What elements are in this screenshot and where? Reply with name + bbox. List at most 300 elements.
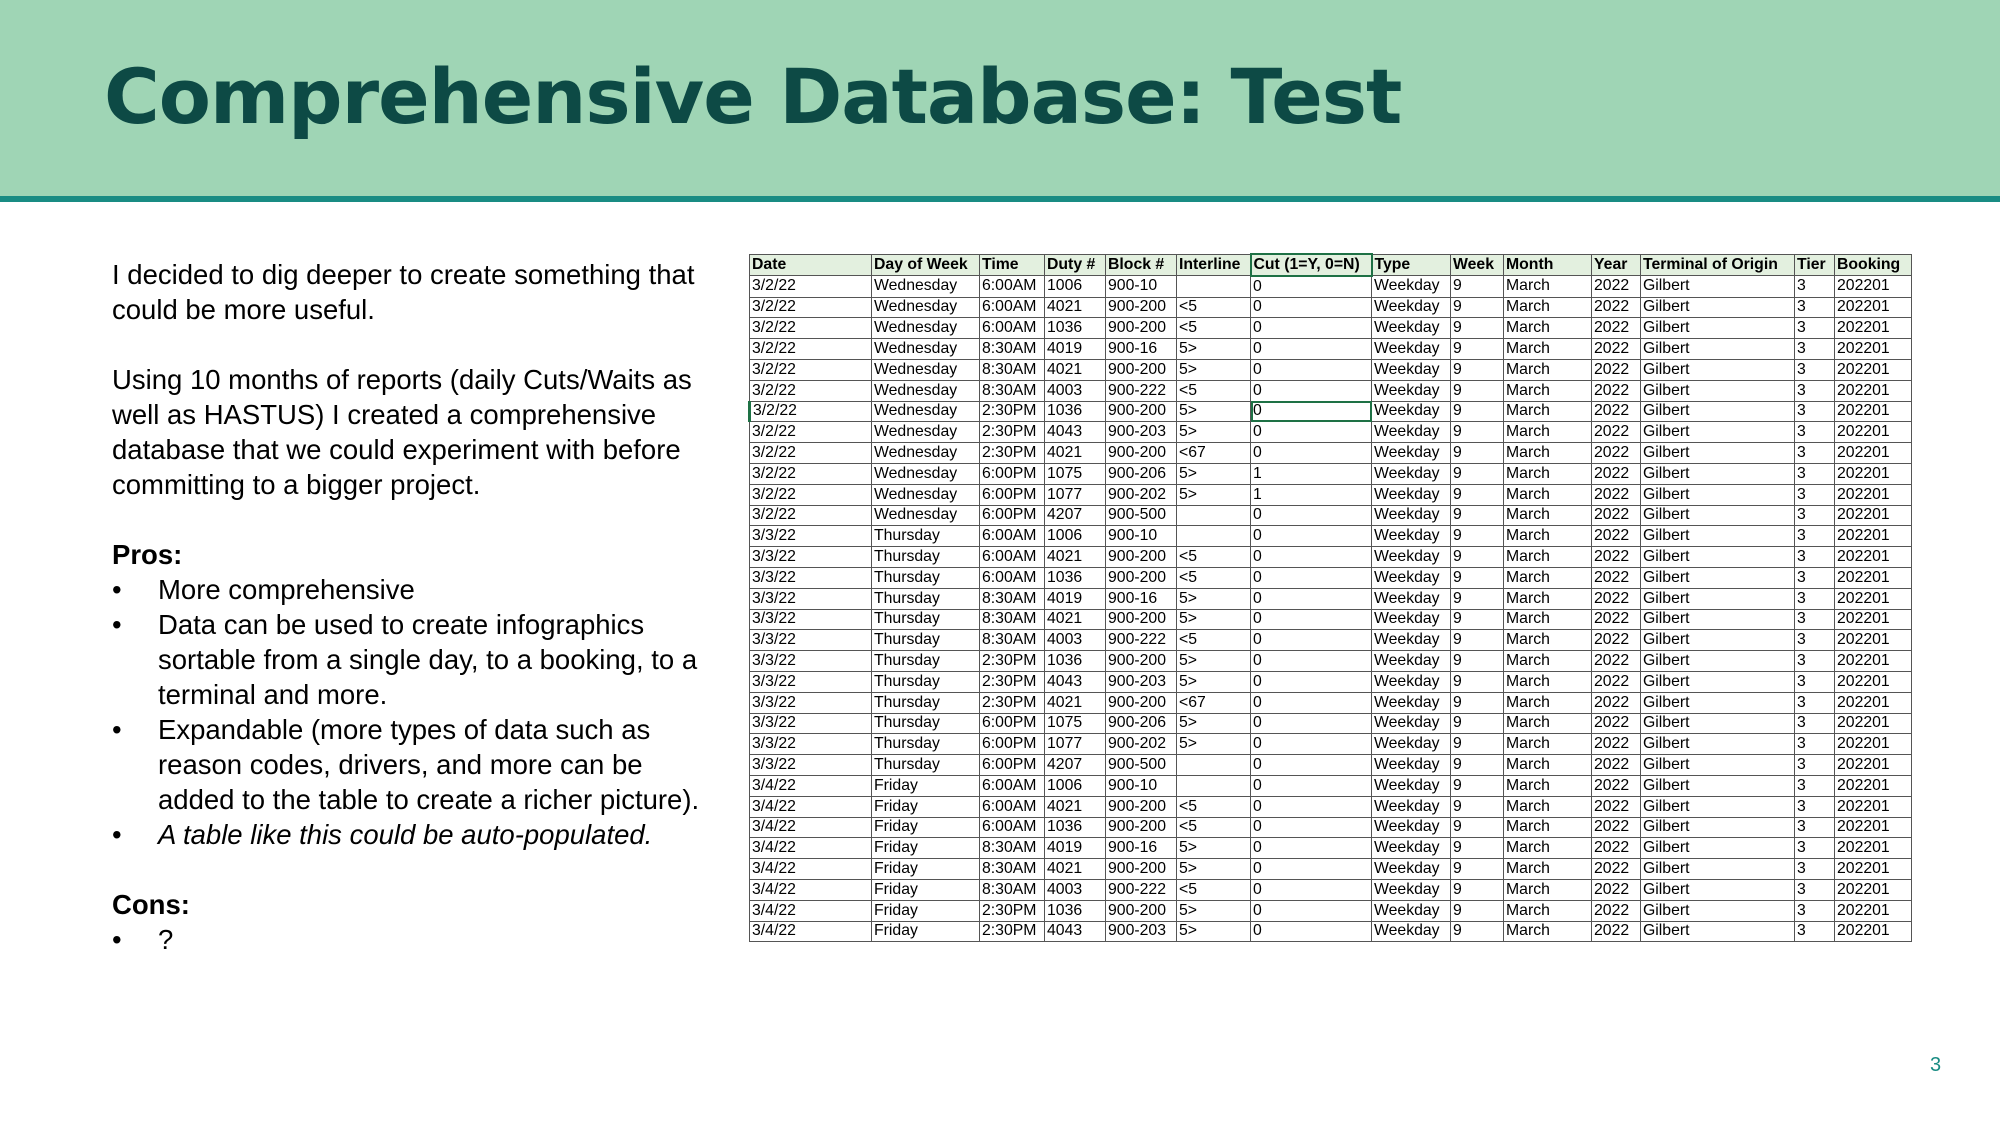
table-cell[interactable]: March <box>1504 713 1592 734</box>
table-cell[interactable]: 3 <box>1795 859 1835 880</box>
table-cell[interactable]: 6:00AM <box>980 318 1045 339</box>
table-cell[interactable]: 900-200 <box>1106 796 1177 817</box>
table-cell[interactable]: 202201 <box>1835 567 1912 588</box>
table-cell[interactable]: Gilbert <box>1641 505 1795 526</box>
table-cell[interactable]: Thursday <box>872 713 980 734</box>
table-cell[interactable]: Gilbert <box>1641 838 1795 859</box>
table-cell[interactable]: 9 <box>1451 796 1504 817</box>
table-cell[interactable]: 3/3/22 <box>750 588 872 609</box>
table-cell[interactable]: Friday <box>872 900 980 921</box>
table-cell[interactable]: Weekday <box>1372 401 1451 422</box>
table-cell[interactable]: 4021 <box>1045 609 1106 630</box>
table-cell[interactable]: 3/2/22 <box>750 484 872 505</box>
table-cell[interactable]: 900-202 <box>1106 484 1177 505</box>
table-cell[interactable]: 0 <box>1251 921 1372 942</box>
table-cell[interactable]: 1036 <box>1045 401 1106 422</box>
table-cell[interactable]: 3/4/22 <box>750 817 872 838</box>
column-header[interactable]: Month <box>1504 254 1592 276</box>
table-cell[interactable]: Weekday <box>1372 775 1451 796</box>
table-cell[interactable]: 8:30AM <box>980 609 1045 630</box>
table-cell[interactable]: 0 <box>1251 297 1372 318</box>
table-cell[interactable]: 900-200 <box>1106 609 1177 630</box>
table-cell[interactable]: 3/3/22 <box>750 755 872 776</box>
table-cell[interactable]: 202201 <box>1835 276 1912 297</box>
table-cell[interactable]: 9 <box>1451 401 1504 422</box>
table-cell[interactable]: 0 <box>1251 609 1372 630</box>
table-cell[interactable]: Wednesday <box>872 443 980 464</box>
table-cell[interactable]: 9 <box>1451 380 1504 401</box>
table-cell[interactable]: 5> <box>1177 651 1251 672</box>
table-cell[interactable]: Weekday <box>1372 276 1451 297</box>
table-cell[interactable]: March <box>1504 318 1592 339</box>
table-cell[interactable]: 0 <box>1251 630 1372 651</box>
table-cell[interactable]: 8:30AM <box>980 588 1045 609</box>
table-cell[interactable]: 0 <box>1251 526 1372 547</box>
table-cell[interactable]: Wednesday <box>872 276 980 297</box>
table-cell[interactable]: 5> <box>1177 588 1251 609</box>
table-cell[interactable]: 2022 <box>1592 900 1641 921</box>
table-cell[interactable]: 0 <box>1251 422 1372 443</box>
table-cell[interactable]: 900-500 <box>1106 505 1177 526</box>
table-cell[interactable]: 2022 <box>1592 463 1641 484</box>
table-cell[interactable]: Wednesday <box>872 401 980 422</box>
table-cell[interactable]: Wednesday <box>872 484 980 505</box>
table-cell[interactable]: 2022 <box>1592 276 1641 297</box>
table-cell[interactable]: Friday <box>872 775 980 796</box>
table-cell[interactable]: 202201 <box>1835 651 1912 672</box>
table-cell[interactable]: Gilbert <box>1641 422 1795 443</box>
table-cell[interactable]: March <box>1504 401 1592 422</box>
column-header[interactable]: Interline <box>1177 254 1251 276</box>
table-cell[interactable]: 3/2/22 <box>750 505 872 526</box>
table-cell[interactable]: 900-200 <box>1106 318 1177 339</box>
table-cell[interactable]: 9 <box>1451 755 1504 776</box>
table-cell[interactable]: 3/2/22 <box>750 359 872 380</box>
table-cell[interactable]: 202201 <box>1835 505 1912 526</box>
table-cell[interactable] <box>1177 526 1251 547</box>
table-cell[interactable]: March <box>1504 775 1592 796</box>
table-cell[interactable]: 4021 <box>1045 443 1106 464</box>
table-cell[interactable]: 2022 <box>1592 526 1641 547</box>
table-cell[interactable]: March <box>1504 505 1592 526</box>
table-cell[interactable]: 900-10 <box>1106 276 1177 297</box>
table-cell[interactable]: 9 <box>1451 692 1504 713</box>
table-cell[interactable]: 3/3/22 <box>750 567 872 588</box>
table-cell[interactable]: 4207 <box>1045 505 1106 526</box>
table-cell[interactable]: 202201 <box>1835 526 1912 547</box>
table-cell[interactable]: 0 <box>1251 505 1372 526</box>
table-cell[interactable]: Gilbert <box>1641 651 1795 672</box>
table-cell[interactable]: 3 <box>1795 276 1835 297</box>
table-cell[interactable]: 9 <box>1451 567 1504 588</box>
table-cell[interactable]: 6:00PM <box>980 734 1045 755</box>
table-cell[interactable]: March <box>1504 463 1592 484</box>
table-cell[interactable]: March <box>1504 671 1592 692</box>
table-cell[interactable]: 900-222 <box>1106 380 1177 401</box>
table-cell[interactable]: 3/4/22 <box>750 879 872 900</box>
table-cell[interactable]: 202201 <box>1835 859 1912 880</box>
table-cell[interactable]: 3/2/22 <box>750 339 872 360</box>
table-cell[interactable]: 6:00AM <box>980 547 1045 568</box>
table-cell[interactable]: 3 <box>1795 671 1835 692</box>
table-cell[interactable]: 4043 <box>1045 921 1106 942</box>
table-cell[interactable]: 5> <box>1177 339 1251 360</box>
table-cell[interactable]: 1075 <box>1045 713 1106 734</box>
table-cell[interactable]: Gilbert <box>1641 775 1795 796</box>
column-header[interactable]: Year <box>1592 254 1641 276</box>
table-cell[interactable]: March <box>1504 796 1592 817</box>
table-cell[interactable]: Thursday <box>872 547 980 568</box>
table-cell[interactable]: March <box>1504 879 1592 900</box>
table-cell[interactable]: 3/3/22 <box>750 651 872 672</box>
table-cell[interactable]: 3/3/22 <box>750 692 872 713</box>
table-cell[interactable]: 1 <box>1251 463 1372 484</box>
table-cell[interactable]: 202201 <box>1835 900 1912 921</box>
table-cell[interactable]: Gilbert <box>1641 796 1795 817</box>
table-cell[interactable]: 3/2/22 <box>750 463 872 484</box>
table-cell[interactable]: 5> <box>1177 359 1251 380</box>
table-cell[interactable]: Friday <box>872 859 980 880</box>
table-cell[interactable]: 4021 <box>1045 297 1106 318</box>
table-cell[interactable]: Thursday <box>872 734 980 755</box>
table-cell[interactable] <box>1177 505 1251 526</box>
table-cell[interactable]: 9 <box>1451 463 1504 484</box>
table-cell[interactable]: <5 <box>1177 630 1251 651</box>
table-cell[interactable]: 0 <box>1251 380 1372 401</box>
table-cell[interactable]: Weekday <box>1372 609 1451 630</box>
table-cell[interactable]: Weekday <box>1372 879 1451 900</box>
table-cell[interactable]: Friday <box>872 796 980 817</box>
table-cell[interactable]: 3 <box>1795 297 1835 318</box>
table-cell[interactable]: 202201 <box>1835 401 1912 422</box>
table-cell[interactable]: 900-200 <box>1106 859 1177 880</box>
table-cell[interactable]: Friday <box>872 879 980 900</box>
table-cell[interactable]: 1077 <box>1045 734 1106 755</box>
table-cell[interactable]: 202201 <box>1835 879 1912 900</box>
table-cell[interactable]: 9 <box>1451 276 1504 297</box>
table-cell[interactable]: 3/3/22 <box>750 609 872 630</box>
table-cell[interactable]: 0 <box>1251 817 1372 838</box>
table-cell[interactable]: March <box>1504 443 1592 464</box>
table-cell[interactable]: 8:30AM <box>980 380 1045 401</box>
table-cell[interactable]: Weekday <box>1372 671 1451 692</box>
table-cell[interactable]: 4043 <box>1045 671 1106 692</box>
table-cell[interactable]: Weekday <box>1372 547 1451 568</box>
table-cell[interactable]: 2:30PM <box>980 900 1045 921</box>
table-cell[interactable]: 900-200 <box>1106 900 1177 921</box>
column-header[interactable]: Block # <box>1106 254 1177 276</box>
table-cell[interactable]: Wednesday <box>872 422 980 443</box>
table-cell[interactable]: 2:30PM <box>980 443 1045 464</box>
table-cell[interactable]: 9 <box>1451 775 1504 796</box>
table-cell[interactable]: Gilbert <box>1641 713 1795 734</box>
table-cell[interactable]: 3/4/22 <box>750 859 872 880</box>
table-cell[interactable]: 2022 <box>1592 838 1641 859</box>
table-cell[interactable]: Weekday <box>1372 567 1451 588</box>
table-cell[interactable]: 3 <box>1795 567 1835 588</box>
table-cell[interactable]: 202201 <box>1835 692 1912 713</box>
table-cell[interactable]: 3 <box>1795 755 1835 776</box>
table-cell[interactable]: Gilbert <box>1641 879 1795 900</box>
table-cell[interactable]: 3 <box>1795 775 1835 796</box>
table-cell[interactable]: 0 <box>1251 318 1372 339</box>
table-cell[interactable]: 4019 <box>1045 339 1106 360</box>
table-cell[interactable]: Thursday <box>872 630 980 651</box>
table-cell[interactable]: 6:00AM <box>980 817 1045 838</box>
table-cell[interactable]: 2022 <box>1592 651 1641 672</box>
table-cell[interactable]: Thursday <box>872 692 980 713</box>
table-cell[interactable]: Thursday <box>872 671 980 692</box>
table-cell[interactable]: 2022 <box>1592 567 1641 588</box>
table-cell[interactable]: 2:30PM <box>980 651 1045 672</box>
table-cell[interactable]: 3 <box>1795 796 1835 817</box>
table-cell[interactable]: 5> <box>1177 838 1251 859</box>
table-cell[interactable]: Wednesday <box>872 380 980 401</box>
table-cell[interactable]: March <box>1504 484 1592 505</box>
table-cell[interactable]: Weekday <box>1372 297 1451 318</box>
table-cell[interactable]: 5> <box>1177 734 1251 755</box>
table-cell[interactable]: 2022 <box>1592 755 1641 776</box>
table-cell[interactable]: Gilbert <box>1641 567 1795 588</box>
table-cell[interactable]: 3/4/22 <box>750 921 872 942</box>
table-cell[interactable]: 1036 <box>1045 900 1106 921</box>
table-cell[interactable]: March <box>1504 734 1592 755</box>
table-cell[interactable]: 202201 <box>1835 713 1912 734</box>
table-cell[interactable]: 2:30PM <box>980 422 1045 443</box>
table-cell[interactable]: 3 <box>1795 505 1835 526</box>
table-cell[interactable]: 0 <box>1251 838 1372 859</box>
table-cell[interactable]: 3 <box>1795 817 1835 838</box>
table-cell[interactable]: 6:00AM <box>980 567 1045 588</box>
table-cell[interactable]: 0 <box>1251 588 1372 609</box>
table-cell[interactable]: 3 <box>1795 692 1835 713</box>
table-cell[interactable]: March <box>1504 526 1592 547</box>
table-cell[interactable]: March <box>1504 651 1592 672</box>
table-cell[interactable]: <5 <box>1177 567 1251 588</box>
table-cell[interactable]: 0 <box>1251 401 1372 422</box>
table-cell[interactable]: Weekday <box>1372 588 1451 609</box>
table-cell[interactable]: 900-200 <box>1106 817 1177 838</box>
table-cell[interactable]: 8:30AM <box>980 359 1045 380</box>
table-cell[interactable]: 3 <box>1795 651 1835 672</box>
table-cell[interactable]: 2022 <box>1592 588 1641 609</box>
table-cell[interactable]: Weekday <box>1372 630 1451 651</box>
table-cell[interactable]: 6:00AM <box>980 276 1045 297</box>
table-cell[interactable]: 4021 <box>1045 547 1106 568</box>
table-cell[interactable]: 4019 <box>1045 588 1106 609</box>
table-cell[interactable]: March <box>1504 609 1592 630</box>
table-cell[interactable]: 9 <box>1451 505 1504 526</box>
table-cell[interactable]: 1036 <box>1045 651 1106 672</box>
table-cell[interactable]: Weekday <box>1372 651 1451 672</box>
table-cell[interactable]: 1006 <box>1045 276 1106 297</box>
table-cell[interactable]: 3/4/22 <box>750 796 872 817</box>
table-cell[interactable]: 2022 <box>1592 380 1641 401</box>
table-cell[interactable]: <67 <box>1177 443 1251 464</box>
table-cell[interactable]: 3/3/22 <box>750 547 872 568</box>
table-cell[interactable]: 0 <box>1251 796 1372 817</box>
table-cell[interactable]: Friday <box>872 921 980 942</box>
table-cell[interactable]: Gilbert <box>1641 755 1795 776</box>
table-cell[interactable]: 5> <box>1177 422 1251 443</box>
table-cell[interactable]: 900-200 <box>1106 443 1177 464</box>
table-cell[interactable]: March <box>1504 359 1592 380</box>
table-cell[interactable]: Wednesday <box>872 318 980 339</box>
table-cell[interactable]: 9 <box>1451 547 1504 568</box>
table-cell[interactable]: 1036 <box>1045 318 1106 339</box>
table-cell[interactable]: 3/2/22 <box>750 401 872 422</box>
table-cell[interactable]: 4003 <box>1045 380 1106 401</box>
table-cell[interactable]: 3 <box>1795 526 1835 547</box>
table-cell[interactable]: Gilbert <box>1641 609 1795 630</box>
table-cell[interactable]: 900-500 <box>1106 755 1177 776</box>
table-cell[interactable]: 3 <box>1795 339 1835 360</box>
table-cell[interactable]: 9 <box>1451 630 1504 651</box>
table-cell[interactable]: Gilbert <box>1641 630 1795 651</box>
table-cell[interactable]: 1036 <box>1045 567 1106 588</box>
table-cell[interactable]: 3/3/22 <box>750 526 872 547</box>
table-cell[interactable]: 2022 <box>1592 879 1641 900</box>
table-cell[interactable]: 9 <box>1451 297 1504 318</box>
table-cell[interactable]: Gilbert <box>1641 318 1795 339</box>
table-cell[interactable]: 202201 <box>1835 297 1912 318</box>
table-cell[interactable]: 0 <box>1251 443 1372 464</box>
table-cell[interactable]: Gilbert <box>1641 692 1795 713</box>
table-cell[interactable]: 5> <box>1177 713 1251 734</box>
table-cell[interactable]: 3 <box>1795 713 1835 734</box>
table-cell[interactable]: Gilbert <box>1641 359 1795 380</box>
table-cell[interactable]: 6:00PM <box>980 713 1045 734</box>
table-cell[interactable]: Gilbert <box>1641 859 1795 880</box>
table-cell[interactable]: Weekday <box>1372 817 1451 838</box>
table-cell[interactable]: 2022 <box>1592 671 1641 692</box>
table-cell[interactable]: 9 <box>1451 526 1504 547</box>
table-cell[interactable]: 9 <box>1451 339 1504 360</box>
table-cell[interactable]: 9 <box>1451 817 1504 838</box>
table-cell[interactable]: 9 <box>1451 422 1504 443</box>
table-cell[interactable]: Wednesday <box>872 339 980 360</box>
table-cell[interactable]: 202201 <box>1835 775 1912 796</box>
column-header[interactable]: Type <box>1372 254 1451 276</box>
table-cell[interactable]: Wednesday <box>872 505 980 526</box>
table-cell[interactable] <box>1177 775 1251 796</box>
table-cell[interactable]: 3/3/22 <box>750 671 872 692</box>
column-header[interactable]: Booking <box>1835 254 1912 276</box>
table-cell[interactable]: 1036 <box>1045 817 1106 838</box>
table-cell[interactable]: 6:00AM <box>980 297 1045 318</box>
table-cell[interactable]: 202201 <box>1835 630 1912 651</box>
table-cell[interactable]: 9 <box>1451 879 1504 900</box>
table-cell[interactable]: Weekday <box>1372 900 1451 921</box>
table-cell[interactable]: March <box>1504 755 1592 776</box>
table-cell[interactable]: 4207 <box>1045 755 1106 776</box>
table-cell[interactable]: March <box>1504 692 1592 713</box>
table-cell[interactable]: 6:00PM <box>980 505 1045 526</box>
table-cell[interactable]: 3 <box>1795 359 1835 380</box>
table-cell[interactable]: 3 <box>1795 380 1835 401</box>
table-cell[interactable]: Weekday <box>1372 713 1451 734</box>
table-cell[interactable]: 900-200 <box>1106 567 1177 588</box>
table-cell[interactable]: 3/2/22 <box>750 318 872 339</box>
table-cell[interactable]: 3 <box>1795 609 1835 630</box>
table-cell[interactable]: 1075 <box>1045 463 1106 484</box>
table-cell[interactable]: Weekday <box>1372 859 1451 880</box>
table-cell[interactable]: 900-206 <box>1106 713 1177 734</box>
table-cell[interactable]: March <box>1504 339 1592 360</box>
table-cell[interactable]: 202201 <box>1835 817 1912 838</box>
table-cell[interactable]: 3 <box>1795 422 1835 443</box>
table-cell[interactable]: 3 <box>1795 879 1835 900</box>
table-cell[interactable]: 3/2/22 <box>750 276 872 297</box>
table-cell[interactable]: 900-16 <box>1106 838 1177 859</box>
table-cell[interactable]: Weekday <box>1372 380 1451 401</box>
table-cell[interactable]: 2022 <box>1592 401 1641 422</box>
table-cell[interactable]: March <box>1504 547 1592 568</box>
table-cell[interactable]: 900-200 <box>1106 651 1177 672</box>
table-cell[interactable]: 3 <box>1795 484 1835 505</box>
table-cell[interactable]: 2022 <box>1592 692 1641 713</box>
table-cell[interactable]: 8:30AM <box>980 859 1045 880</box>
table-cell[interactable]: 8:30AM <box>980 339 1045 360</box>
table-cell[interactable]: Weekday <box>1372 318 1451 339</box>
table-cell[interactable] <box>1177 755 1251 776</box>
table-cell[interactable]: 9 <box>1451 484 1504 505</box>
table-cell[interactable]: 2022 <box>1592 713 1641 734</box>
table-cell[interactable]: 3 <box>1795 921 1835 942</box>
table-cell[interactable]: Weekday <box>1372 505 1451 526</box>
table-cell[interactable]: 4021 <box>1045 359 1106 380</box>
table-cell[interactable]: 4003 <box>1045 630 1106 651</box>
table-cell[interactable]: 202201 <box>1835 796 1912 817</box>
table-cell[interactable]: 2:30PM <box>980 401 1045 422</box>
table-cell[interactable]: 1 <box>1251 484 1372 505</box>
table-cell[interactable]: 1006 <box>1045 526 1106 547</box>
table-cell[interactable]: 202201 <box>1835 755 1912 776</box>
table-cell[interactable]: <5 <box>1177 297 1251 318</box>
table-cell[interactable]: Weekday <box>1372 734 1451 755</box>
table-cell[interactable]: 900-16 <box>1106 588 1177 609</box>
table-cell[interactable]: Gilbert <box>1641 276 1795 297</box>
table-cell[interactable]: 9 <box>1451 900 1504 921</box>
column-header[interactable]: Tier <box>1795 254 1835 276</box>
table-cell[interactable]: 0 <box>1251 734 1372 755</box>
table-cell[interactable]: 0 <box>1251 567 1372 588</box>
table-cell[interactable]: 2022 <box>1592 297 1641 318</box>
table-cell[interactable]: 900-200 <box>1106 692 1177 713</box>
table-cell[interactable]: 0 <box>1251 900 1372 921</box>
table-cell[interactable]: Thursday <box>872 526 980 547</box>
table-cell[interactable]: 9 <box>1451 359 1504 380</box>
table-cell[interactable]: 0 <box>1251 276 1372 297</box>
table-cell[interactable]: 6:00PM <box>980 463 1045 484</box>
table-cell[interactable]: 5> <box>1177 900 1251 921</box>
table-cell[interactable]: 3 <box>1795 588 1835 609</box>
table-cell[interactable]: <5 <box>1177 817 1251 838</box>
table-cell[interactable]: 202201 <box>1835 609 1912 630</box>
table-cell[interactable]: Gilbert <box>1641 588 1795 609</box>
table-cell[interactable]: 3 <box>1795 838 1835 859</box>
table-cell[interactable]: 9 <box>1451 443 1504 464</box>
table-cell[interactable]: 4021 <box>1045 859 1106 880</box>
table-cell[interactable]: 900-222 <box>1106 879 1177 900</box>
table-cell[interactable]: 6:00AM <box>980 775 1045 796</box>
table-cell[interactable]: 0 <box>1251 671 1372 692</box>
table-cell[interactable]: 0 <box>1251 859 1372 880</box>
table-cell[interactable]: 2022 <box>1592 859 1641 880</box>
table-cell[interactable]: Thursday <box>872 651 980 672</box>
table-cell[interactable]: 9 <box>1451 921 1504 942</box>
table-cell[interactable]: 5> <box>1177 609 1251 630</box>
